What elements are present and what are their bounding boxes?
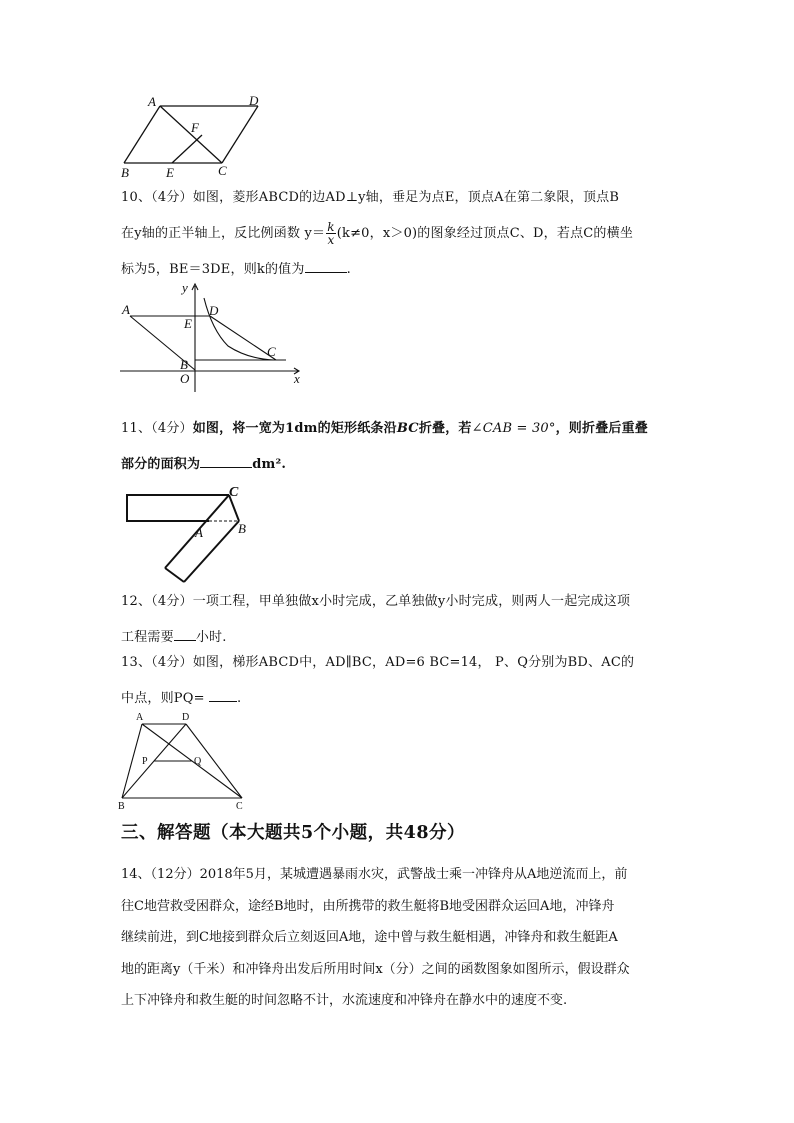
label-c: C (229, 485, 239, 500)
answer-blank[interactable] (200, 453, 252, 468)
section-heading: 三、解答题（本大题共5个小题，共48分） (121, 823, 466, 843)
label-o: O (180, 371, 190, 386)
label-d: D (182, 712, 190, 723)
fraction-numerator: k (327, 220, 335, 234)
question-text: 小时. (195, 630, 227, 645)
label-a: A (136, 712, 144, 723)
question-number: 10、 (121, 190, 152, 205)
question-text: 中点，则PQ= (121, 691, 210, 706)
label-c: C (267, 344, 276, 359)
figure-trapezoid (116, 710, 252, 812)
angle-expression: ∠CAB = 30° (471, 421, 556, 436)
label-b: B (121, 165, 129, 180)
question-text: ，则折叠后重叠 (555, 421, 649, 436)
question-11 (121, 411, 681, 483)
label-p: P (142, 756, 148, 767)
question-score: （12分） (150, 867, 200, 882)
label-b: B (118, 801, 125, 812)
figure-folded-strip (125, 486, 265, 586)
question-text: 2018年5月，某城遭遇暴雨水灾，武警战士乘一冲锋舟从A地逆流而上，前 (199, 867, 628, 882)
question-text: . (237, 691, 242, 706)
question-text: 往C地营救受困群众，途经B地时，由所携带的救生艇将B地受困群众运回A地，冲锋舟 (121, 898, 615, 914)
question-text: BC (396, 421, 419, 436)
question-score: （4分） (151, 655, 193, 670)
question-text: 如图，梯形ABCD中，AD∥BC，AD=6 BC=14， P、Q分别为BD、AC的 (192, 655, 635, 670)
question-number: 11、 (121, 421, 152, 436)
question-score: （4分） (151, 190, 193, 205)
question-number: 14、 (121, 867, 151, 882)
figure-parallelogram (110, 90, 280, 182)
label-a: A (195, 525, 203, 540)
question-text: 折叠，若 (418, 421, 472, 436)
question-text: 如图，菱形ABCD的边AD⊥y轴，垂足为点E，顶点A在第二象限，顶点B (192, 190, 620, 205)
question-text: 工程需要 (121, 630, 174, 645)
answer-blank[interactable] (174, 626, 196, 641)
label-c: C (236, 801, 243, 812)
question-10 (121, 180, 681, 288)
question-14 (121, 859, 681, 1017)
question-text: 一项工程，甲单独做x小时完成，乙单独做y小时完成，则两人一起完成这项 (192, 594, 631, 609)
label-q: Q (194, 756, 202, 767)
label-d: D (249, 93, 259, 108)
label-y: y (182, 280, 188, 295)
question-text: 标为5，BE＝3DE，则k的值为 (121, 262, 305, 277)
question-number: 13、 (121, 655, 152, 670)
question-score: （4分） (151, 421, 193, 436)
question-text: 上下冲锋舟和救生艇的时间忽略不计，水流速度和冲锋舟在静水中的速度不变. (121, 993, 568, 1008)
answer-blank[interactable] (305, 258, 347, 273)
question-text: 地的距离y（千米）和冲锋舟出发后所用时间x（分）之间的函数图象如图所示，假设群众 (121, 961, 630, 977)
question-text: 在y轴的正半轴上，反比例函数 y＝ (121, 226, 326, 241)
label-a: A (122, 302, 130, 317)
figure-rhombus-axes (118, 280, 318, 392)
label-b: B (238, 521, 246, 536)
question-text: dm². (252, 457, 287, 472)
question-text: 继续前进，到C地接到群众后立刻返回A地，途中曾与救生艇相遇，冲锋舟和救生艇距A (121, 930, 618, 945)
question-text: (k≠0，x＞0)的图象经过顶点C、D，若点C的横坐 (336, 226, 634, 241)
label-e: E (184, 316, 192, 331)
fraction-denominator: x (327, 233, 335, 247)
question-text: 如图，将一宽为1dm的矩形纸条沿 (192, 421, 397, 436)
question-text: . (346, 262, 351, 277)
label-b: B (180, 357, 188, 372)
label-c: C (218, 163, 227, 178)
label-d: D (209, 303, 219, 318)
answer-blank[interactable] (209, 687, 237, 702)
question-text: 部分的面积为 (121, 457, 201, 472)
label-x: x (294, 371, 300, 386)
label-e: E (166, 165, 174, 180)
question-13 (121, 645, 681, 717)
question-score: （4分） (151, 594, 193, 609)
label-f: F (191, 120, 199, 135)
label-a: A (148, 94, 156, 109)
question-number: 12、 (121, 594, 152, 609)
fraction (326, 221, 335, 246)
